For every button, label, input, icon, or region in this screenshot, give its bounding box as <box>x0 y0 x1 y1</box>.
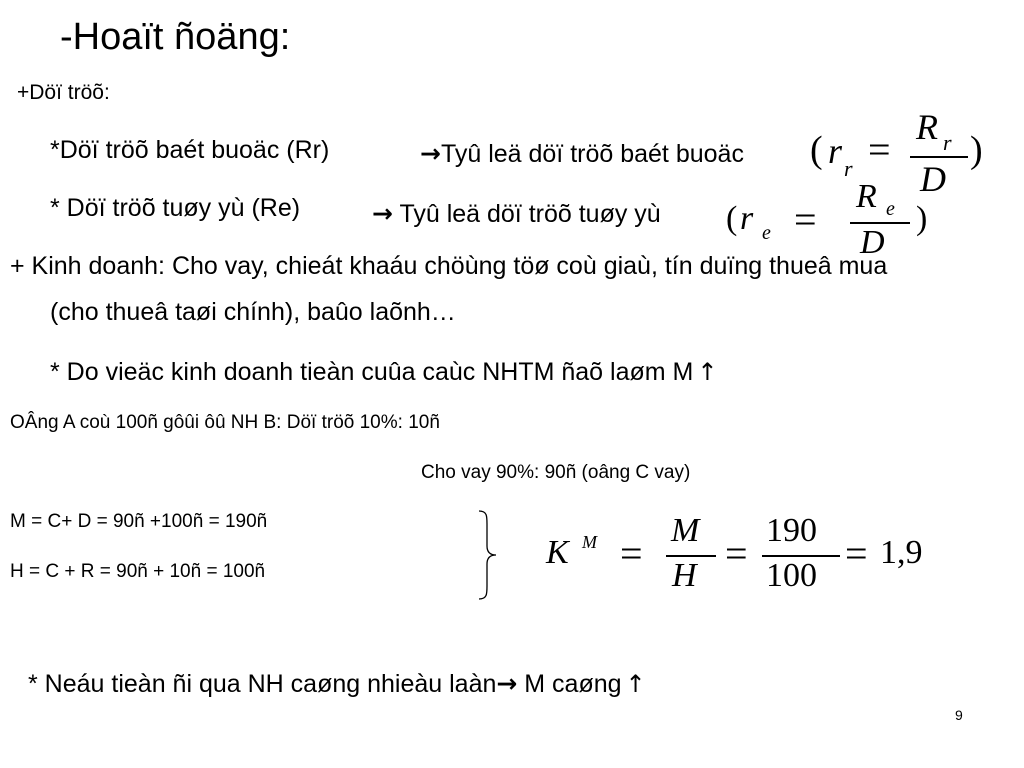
formula-re-lhs-sub: e <box>762 222 771 244</box>
formula-rr-eq: = <box>868 127 891 172</box>
excess-ratio-label: Tyû leä döï tröõ tuøy yù <box>399 200 661 228</box>
formula-rr-num-sub: r <box>943 130 952 155</box>
up-arrow-icon: ↑ <box>625 670 646 698</box>
formula-km-frac2-den: 100 <box>766 557 817 594</box>
excess-reserve-label: * Döï tröõ tuøy yù (Re) <box>50 194 301 222</box>
arrow-right-icon: → <box>420 139 441 168</box>
arrow-right-icon: → <box>496 669 518 698</box>
example-line-1: OÂng A coù 100ñ gôûi ôû NH B: Döï tröõ 10%: 10ñ <box>10 412 440 433</box>
excess-ratio-row <box>372 200 661 229</box>
formula-km-frac1-num: M <box>671 512 700 549</box>
footer-note <box>28 670 646 699</box>
formula-rr-den: D <box>920 159 946 199</box>
formula-re-eq: = <box>794 197 817 242</box>
formula-km-result: 1,9 <box>880 534 923 571</box>
formula-money-multiplier <box>540 512 940 598</box>
money-supply-line: M = C+ D = 90ñ +100ñ = 190ñ <box>10 511 268 532</box>
business-conclusion <box>50 358 717 387</box>
business-line-1: + Kinh doanh: Cho vay, chieát khaáu chöùng töø coù giaù, tín duïng thueâ mua <box>10 252 888 280</box>
formula-rr-open: ( <box>810 129 823 171</box>
formula-rr-lhs-sub: r <box>844 156 853 181</box>
page-number: 9 <box>955 707 963 723</box>
business-conclusion-text: * Do vieäc kinh doanh tieàn cuûa caùc NHTM ñaõ laøm M <box>50 358 694 386</box>
footer-note-text: * Neáu tieàn ñi qua NH caøng nhieàu laàn <box>28 670 497 698</box>
required-ratio-row <box>420 140 744 169</box>
right-brace-icon <box>476 510 498 600</box>
required-reserve-label: *Döï tröõ baét buoäc (Rr) <box>50 136 330 164</box>
formula-re-num-sub: e <box>886 198 895 220</box>
monetary-base-line: H = C + R = 90ñ + 10ñ = 100ñ <box>10 561 266 582</box>
business-line-2: (cho thueâ taøi chính), baûo laõnh… <box>50 298 456 326</box>
up-arrow-icon: ↑ <box>697 358 718 386</box>
formula-rr-close: ) <box>970 129 983 171</box>
example-line-2: Cho vay 90%: 90ñ (oâng C vay) <box>421 462 691 483</box>
formula-km-eq1: = <box>620 531 643 576</box>
arrow-right-icon: → <box>372 199 393 228</box>
required-ratio-label: Tyû leä döï tröõ baét buoäc <box>440 140 744 168</box>
formula-re-open: ( <box>726 200 738 237</box>
formula-km-lhs: K <box>546 534 569 571</box>
formula-rr-num: R <box>916 107 938 147</box>
footer-note-result: M caøng <box>524 670 622 698</box>
formula-km-sup: M <box>582 532 597 552</box>
formula-re-num: R <box>856 178 877 215</box>
formula-re-den: D <box>860 224 885 261</box>
formula-km-frac1-den: H <box>672 557 697 594</box>
formula-rr-lhs: r <box>828 131 843 171</box>
formula-km-eq2: = <box>725 531 748 576</box>
formula-km-eq3: = <box>845 531 868 576</box>
formula-re-close: ) <box>916 200 928 237</box>
formula-re-lhs: r <box>740 200 754 237</box>
formula-re <box>726 178 941 260</box>
formula-km-frac2-num: 190 <box>766 512 817 549</box>
slide-title: -Hoaït ñoäng: <box>60 16 291 58</box>
reserves-heading: +Döï tröõ: <box>17 81 110 104</box>
